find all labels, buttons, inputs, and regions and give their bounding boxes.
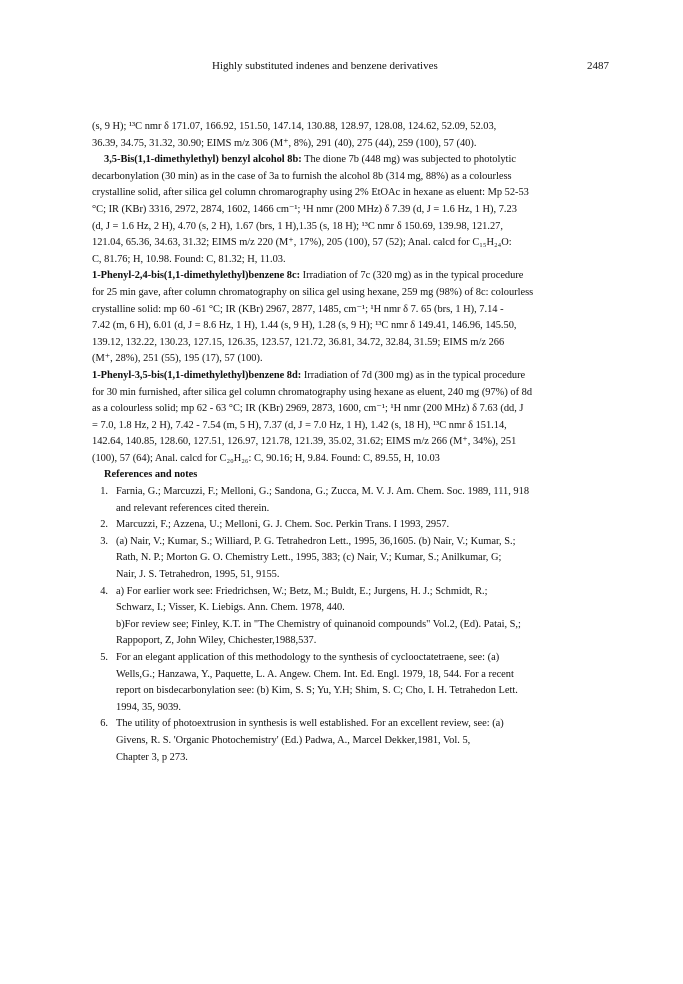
reference-number: 3. <box>100 535 108 547</box>
body-text-line: °C; IR (KBr) 3316, 2972, 2874, 1602, 1466 cm⁻¹; ¹H nmr (200 MHz) δ 7.39 (d, J = 1.6 Hz, 1 H), 7.23 <box>92 203 517 215</box>
body-text-line: (100), 57 (64); Anal. calcd for C₂₀H₂₆: C, 90.16; H, 9.84. Found: C, 89.55, H, 10.03 <box>92 452 440 464</box>
body-text-line: (s, 9 H); ¹³C nmr δ 171.07, 166.92, 151.50, 147.14, 130.88, 128.97, 128.08, 124.62, 52.09, 52.03, <box>92 121 497 132</box>
reference-item <box>92 534 600 551</box>
reference-continuation: b)For review see; Finley, K.T. in "The Chemistry of quinanoid compounds" Vol.2, (Ed). Patai, S,; <box>116 618 521 630</box>
reference-continuation: Schwarz, I.; Visser, K. Liebigs. Ann. Chem. 1978, 440. <box>116 602 345 614</box>
article-body <box>92 119 600 766</box>
body-text-line: (M⁺, 28%), 251 (55), 195 (17), 57 (100). <box>92 353 263 365</box>
body-text: Irradiation of 7c (320 mg) as in the typical procedure <box>300 270 524 282</box>
reference-continuation: Wells,G.; Hanzawa, Y., Paquette, L. A. Angew. Chem. Int. Ed. Engl. 1979, 18, 544. For a recent <box>116 668 514 680</box>
body-text-line: 139.12, 132.22, 130.23, 127.15, 126.35, 123.57, 121.72, 36.81, 34.72, 32.84, 31.59; EIMS m/z 266 <box>92 336 505 348</box>
body-text-line: crystalline solid: mp 60 -61 °C; IR (KBr) 2967, 2877, 1485, cm⁻¹; ¹H nmr δ 7. 65 (brs, 1 H), 7.14 - <box>92 303 504 315</box>
compound-heading: 1-Phenyl-3,5-bis(1,1-dimethylethyl)benzene 8d: <box>92 369 302 381</box>
body-text-line: crystalline solid, after silica gel column chromarography using 2% EtOAc in hexane as eluent: Mp 52-53 <box>92 187 529 199</box>
reference-text: Marcuzzi, F.; Azzena, U.; Melloni, G. J. Chem. Soc. Perkin Trans. I 1993, 2957. <box>116 519 450 531</box>
reference-item <box>92 584 600 601</box>
reference-number: 1. <box>100 486 108 498</box>
body-text-line: 7.42 (m, 6 H), 6.01 (d, J = 8.6 Hz, 1 H), 1.44 (s, 9 H), 1.28 (s, 9 H); ¹³C nmr δ 149.41, 146.96, 145.50, <box>92 320 517 332</box>
reference-continuation: Rath, N. P.; Morton G. O. Chemistry Lett., 1995, 383; (c) Nair, V.; Kumar, S.; Anilkumar, G; <box>116 552 502 564</box>
reference-text: For an elegant application of this methodology to the synthesis of cyclooctatetraene, see: (a) <box>116 652 500 663</box>
page-header <box>0 60 683 76</box>
reference-continuation: 1994, 35, 9039. <box>116 701 181 713</box>
references-heading: References and notes <box>104 469 198 481</box>
body-text-line: C, 81.76; H, 10.98. Found: C, 81.32; H, 11.03. <box>92 253 286 265</box>
body-text-line: as a colourless solid; mp 62 - 63 °C; IR (KBr) 2969, 2873, 1600, cm⁻¹; ¹H nmr (200 MHz) δ 7.63 (dd, J <box>92 403 524 415</box>
reference-number: 5. <box>100 652 108 663</box>
paragraph-start-line <box>92 368 600 385</box>
reference-text: Farnia, G.; Marcuzzi, F.; Melloni, G.; Sandona, G.; Zucca, M. V. J. Am. Chem. Soc. 1989, 111, 918 <box>116 486 530 498</box>
body-text-line: 121.04, 65.36, 34.63, 31.32; EIMS m/z 220 (M⁺, 17%), 205 (100), 57 (52); Anal. calcd for C₁₅H₂₄O: <box>92 237 512 249</box>
reference-continuation: report on bisdecarbonylation see: (b) Kim, S. S; Yu, Y.H; Shim, S. C; Cho, I. H. Tetrahedon Lett. <box>116 685 518 697</box>
reference-item <box>92 716 600 733</box>
reference-number: 6. <box>100 718 108 730</box>
reference-continuation: Nair, J. S. Tetrahedron, 1995, 51, 9155. <box>116 569 280 581</box>
compound-heading: 3,5-Bis(1,1-dimethylethyl) benzyl alcohol 8b: <box>104 154 302 166</box>
compound-heading: 1-Phenyl-2,4-bis(1,1-dimethylethyl)benzene 8c: <box>92 270 301 282</box>
reference-number: 2. <box>100 519 108 531</box>
body-text-line: for 25 min gave, after column chromatography on silica gel using hexane, 259 mg (98%) of 8c: colourless <box>92 286 534 298</box>
body-text-line: = 7.0, 1.8 Hz, 2 H), 7.42 - 7.54 (m, 5 H), 7.37 (d, J = 7.0 Hz, 1 H), 1.42 (s, 18 H), ¹³C nmr δ 151.14, <box>92 419 507 431</box>
body-text: The dione 7b (448 mg) was subjected to photolytic <box>301 154 516 166</box>
body-text-line: for 30 min furnished, after silica gel column chromatography using hexane as eluent, 240 mg (97%) of 8d <box>92 386 533 398</box>
paragraph-start-line <box>92 268 600 285</box>
reference-number: 4. <box>100 585 108 597</box>
reference-continuation: Rappoport, Z, John Wiley, Chichester,1988,537. <box>116 635 317 647</box>
reference-text: The utility of photoextrusion in synthesis is well established. For an excellent review, see: (a) <box>116 718 504 730</box>
body-text-line: 142.64, 140.85, 128.60, 127.51, 126.97, 121.78, 121.39, 35.02, 31.62; EIMS m/z 266 (M⁺, 34%), 251 <box>92 436 517 448</box>
page-number: 2487 <box>587 60 609 72</box>
reference-text: (a) Nair, V.; Kumar, S.; Williard, P. G. Tetrahedron Lett., 1995, 36,1605. (b) Nair, V.; Kumar, S.; <box>116 535 516 547</box>
reference-continuation: Chapter 3, p 273. <box>116 751 188 763</box>
body-text-line: (d, J = 1.6 Hz, 2 H), 4.70 (s, 2 H), 1.67 (brs, 1 H),1.35 (s, 18 H); ¹³C nmr δ 150.69, 139.98, 121.27, <box>92 220 503 232</box>
reference-text: a) For earlier work see: Friedrichsen, W.; Betz, M.; Buldt, E.; Jurgens, H. J.; Schmidt, R.; <box>116 585 488 597</box>
body-text-line: 36.39, 34.75, 31.32, 30.90; EIMS m/z 306 (M⁺, 8%), 291 (40), 275 (44), 259 (100), 57 (40). <box>92 137 477 149</box>
reference-continuation: Givens, R. S. 'Organic Photochemistry' (Ed.) Padwa, A., Marcel Dekker,1981, Vol. 5, <box>116 734 471 746</box>
reference-item <box>92 517 600 534</box>
body-text-line: decarbonylation (30 min) as in the case of 3a to furnish the alcohol 8b (314 mg, 88%) as a colourless <box>92 170 512 182</box>
paragraph-start-line <box>92 152 600 169</box>
body-text: Irradiation of 7d (300 mg) as in the typical procedure <box>301 369 526 381</box>
reference-item <box>92 650 600 667</box>
reference-continuation: and relevant references cited therein. <box>116 502 270 514</box>
running-title: Highly substituted indenes and benzene derivatives <box>212 60 438 72</box>
reference-item <box>92 484 600 501</box>
